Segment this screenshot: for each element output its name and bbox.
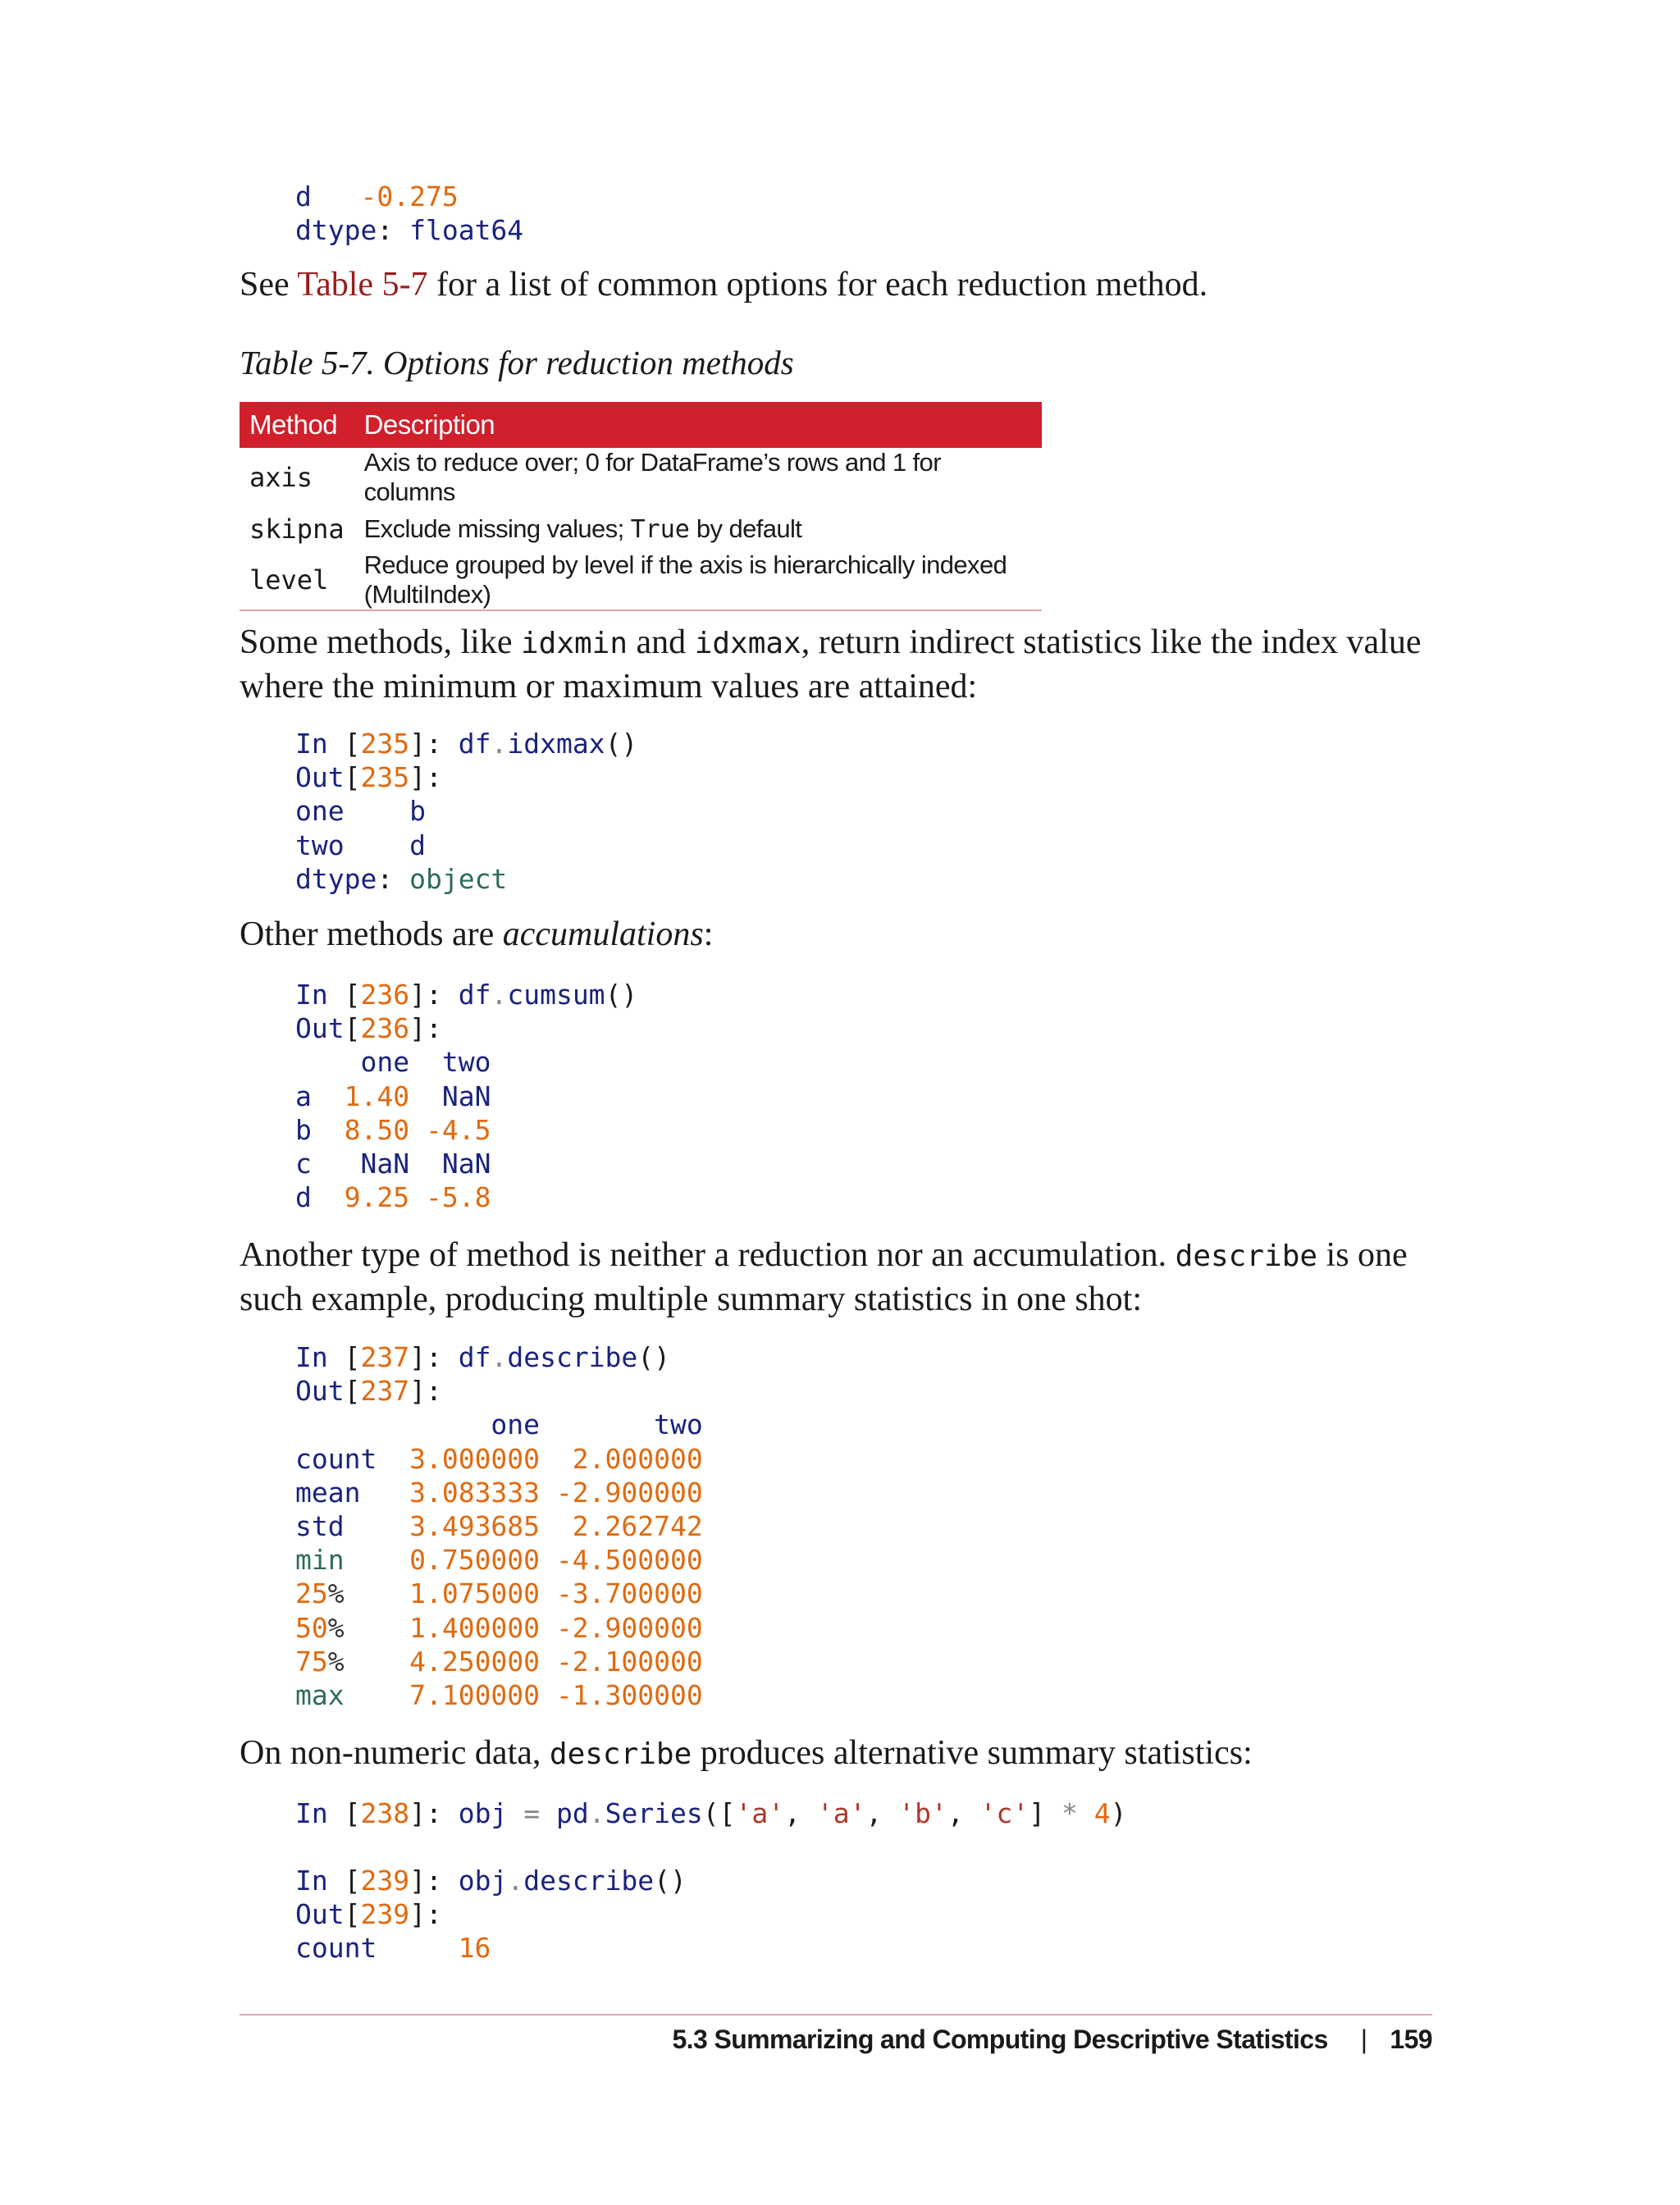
- paragraph-accumulations: Other methods are accumulations:: [240, 915, 714, 953]
- table-5-7-link[interactable]: Table 5-7: [297, 266, 428, 304]
- column-header-method: Method: [240, 402, 354, 448]
- code-block-series: In [238]: obj = pd.Series(['a', 'a', 'b', 'c'] * 4): [295, 1797, 1127, 1829]
- table-header-row: [240, 402, 1042, 448]
- table-row: [240, 448, 1042, 507]
- option-name: skipna: [249, 513, 345, 545]
- page-footer: [672, 2025, 1432, 2055]
- footer-separator: |: [1360, 2025, 1367, 2054]
- column-header-description: Description: [354, 402, 1042, 448]
- table-row: [240, 507, 1042, 550]
- option-name: axis: [249, 462, 313, 493]
- paragraph-describe-intro: Another type of method is neither a reduction nor an accumulation. describe is one such example, producing multiple summary statistics in one shot:: [240, 1236, 1408, 1318]
- code-block-cumsum: In [236]: df.cumsum() Out[236]: one two a 1.40 NaN b 8.50 -4.5 c NaN NaN d 9.25 -5.8: [295, 979, 638, 1214]
- footer-section-title: 5.3 Summarizing and Computing Descriptive Statistics: [672, 2025, 1328, 2054]
- reduction-options-table: [240, 402, 1042, 611]
- paragraph-non-numeric: On non-numeric data, describe produces alternative summary statistics:: [240, 1734, 1253, 1772]
- paragraph-table-reference: See Table 5-7 for a list of common options for each reduction method.: [240, 266, 1208, 304]
- option-description: Axis to reduce over; 0 for DataFrame’s rows and 1 for columns: [363, 448, 941, 506]
- footer-divider: [240, 2014, 1432, 2016]
- code-block-obj-describe: In [239]: obj.describe() Out[239]: count 16: [295, 1865, 687, 1965]
- code-block-previous-output: d -0.275 dtype: float64: [295, 180, 524, 247]
- option-description: Exclude missing values; True by default: [363, 514, 802, 544]
- option-name: level: [240, 550, 354, 610]
- page-number: 159: [1390, 2025, 1432, 2054]
- code-block-describe: In [237]: df.describe() Out[237]: one two count 3.000000 2.000000 mean 3.083333 -2.900000 std 3.493685 2.262742 min 0.750000 -4.500000 25% 1.075000 -3.700000 50% 1.400000 -2.900000 75% 4.250000 -2.100000 max 7.100000 -1.300000: [295, 1341, 703, 1712]
- paragraph-indirect-statistics: Some methods, like idxmin and idxmax, return indirect statistics like the index value where the minimum or maximum values are attained:: [240, 623, 1422, 705]
- code-block-idxmax: In [235]: df.idxmax() Out[235]: one b two d dtype: object: [295, 728, 638, 895]
- table-row: [240, 550, 1042, 610]
- table-caption: Table 5-7. Options for reduction methods: [240, 344, 794, 381]
- option-description: Reduce grouped by level if the axis is hierarchically indexed (MultiIndex): [354, 550, 1042, 610]
